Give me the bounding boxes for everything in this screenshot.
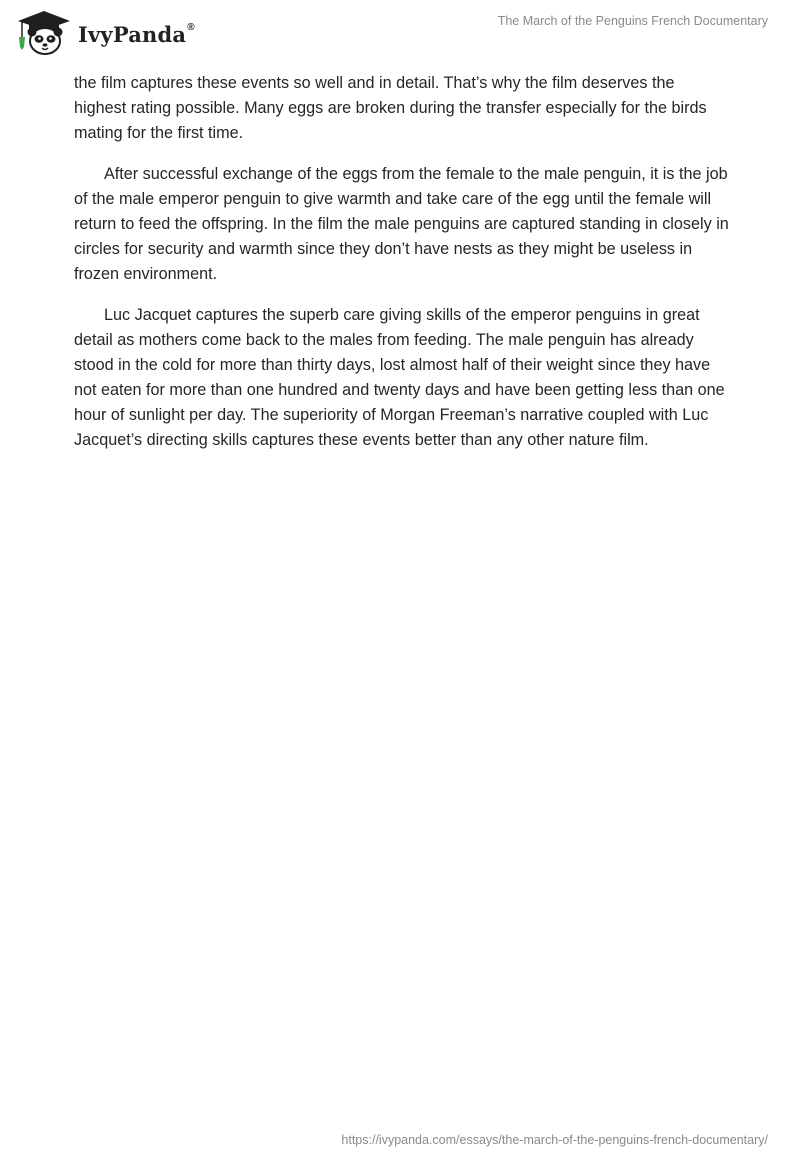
document-title: The March of the Penguins French Documentary bbox=[497, 14, 768, 28]
ivypanda-logo[interactable] bbox=[14, 8, 195, 58]
brand-name: IvyPanda® bbox=[78, 21, 195, 47]
panda-graduate-icon bbox=[14, 9, 74, 57]
paragraph: Luc Jacquet captures the superb care giving skills of the emperor penguins in great detail as mothers come back to the males from feeding. The male penguin has already stood in the cold for more than thirty days, lost almost half of their weight since they have not eaten for more than one hundred and twenty days and have been getting less than one hour of sunlight per day. The superiority of Morgan Freeman’s narrative coupled with Luc Jacquet’s directing skills captures these events better than any other nature film. bbox=[74, 306, 725, 449]
source-url[interactable]: https://ivypanda.com/essays/the-march-of-the-penguins-french-documentary/ bbox=[341, 1133, 768, 1147]
page-header bbox=[0, 0, 800, 64]
essay-body bbox=[74, 71, 730, 469]
paragraph: After successful exchange of the eggs from the female to the male penguin, it is the job of the male emperor penguin to give warmth and take care of the egg until the female will return to feed the offspring. In the film the male penguins are captured standing in closely in circles for security and warmth since they don’t have nests as they might be useless in frozen environment. bbox=[74, 165, 729, 283]
paragraph: the film captures these events so well and in detail. That’s why the film deserves the highest rating possible. Many eggs are broken during the transfer especially for the birds mating for the first time. bbox=[74, 74, 707, 142]
